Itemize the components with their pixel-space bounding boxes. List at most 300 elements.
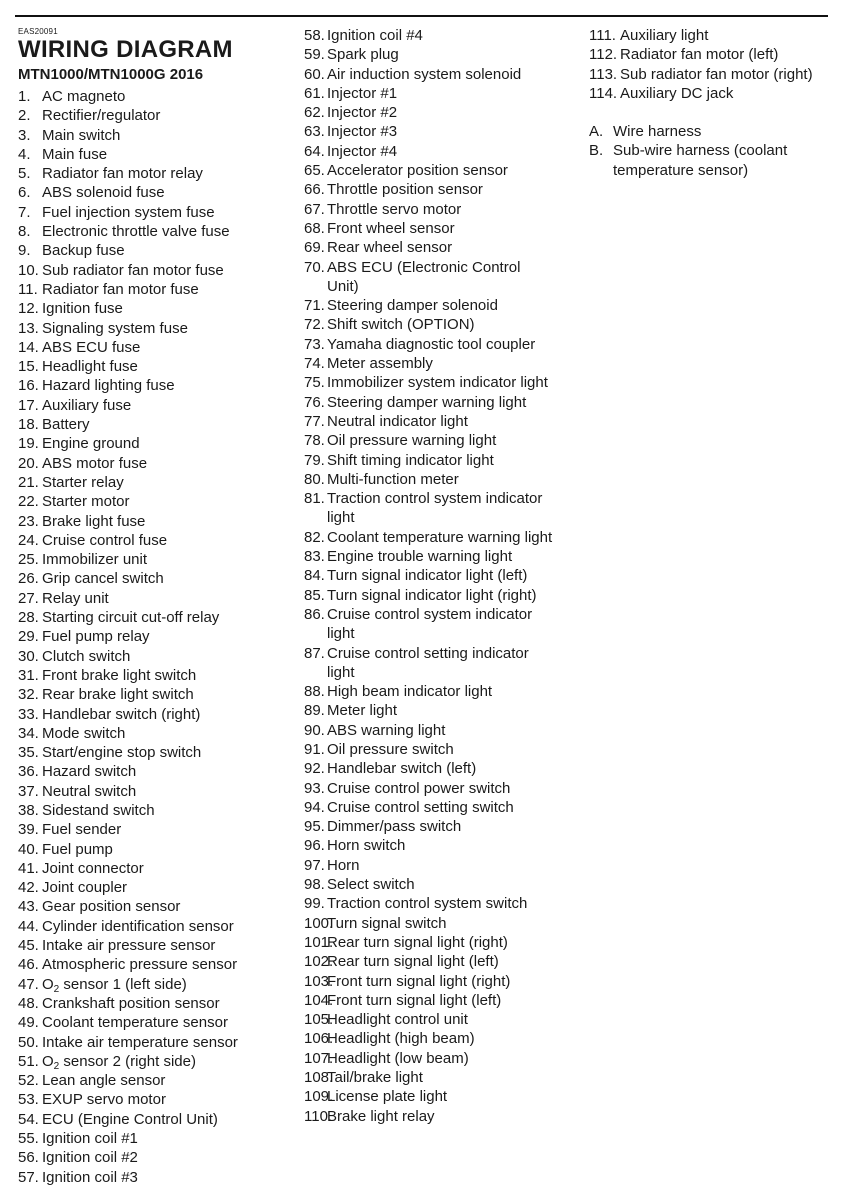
item-number: 56. [18, 1149, 39, 1167]
item-number: 77. [304, 412, 325, 430]
list-item [18, 705, 293, 724]
item-label: Headlight control unit [327, 1011, 468, 1029]
item-number: 61. [304, 84, 325, 102]
item-number: 74. [304, 355, 325, 373]
list-item [304, 122, 554, 141]
list-item [18, 454, 293, 473]
item-number: 63. [304, 123, 325, 141]
list-item [18, 87, 293, 106]
list-item [304, 1107, 554, 1126]
list-item [304, 84, 554, 103]
list-item [304, 489, 554, 528]
list-item [304, 721, 554, 740]
item-label: Horn [327, 856, 360, 874]
list-item [589, 45, 839, 64]
item-label: ABS motor fuse [42, 454, 148, 472]
list-item [18, 820, 293, 839]
item-number: 62. [304, 104, 325, 122]
item-number: 53. [18, 1091, 39, 1109]
item-label: Gear position sensor [42, 898, 181, 916]
list-item [18, 897, 293, 916]
item-number: 60. [304, 65, 325, 83]
item-number: 69. [304, 239, 325, 257]
item-label: Mode switch [42, 724, 126, 742]
item-label: Relay unit [42, 589, 109, 607]
item-label: Injector #2 [327, 104, 398, 122]
item-number: 7. [18, 203, 31, 221]
item-label: Shift timing indicator light [327, 451, 494, 469]
list-item [304, 142, 554, 161]
list-item [304, 200, 554, 219]
item-number: 42. [18, 879, 39, 897]
list-item [589, 84, 839, 103]
item-label: Cruise control power switch [327, 779, 511, 797]
list-item [18, 666, 293, 685]
list-item [18, 126, 293, 145]
item-number: 18. [18, 416, 39, 434]
item-number: 102. [304, 953, 334, 971]
list-item [304, 296, 554, 315]
list-item [304, 759, 554, 778]
item-label: Brake light fuse [42, 512, 146, 530]
item-number: 24. [18, 531, 39, 549]
item-label: Throttle servo motor [327, 200, 462, 218]
item-label: Ignition coil #2 [42, 1149, 138, 1167]
list-item [304, 856, 554, 875]
item-number: 57. [18, 1168, 39, 1186]
item-label: Multi-function meter [327, 470, 459, 488]
item-number: 67. [304, 200, 325, 218]
item-label: Meter assembly [327, 355, 433, 373]
list-item [304, 26, 554, 45]
list-item [304, 991, 554, 1010]
item-label: Cruise control system indicator light [327, 605, 533, 643]
item-number: 105. [304, 1011, 334, 1029]
item-label: Start/engine stop switch [42, 744, 202, 762]
list-item [18, 608, 293, 627]
list-item [18, 183, 293, 202]
item-label: Ignition coil #4 [327, 27, 423, 44]
item-label: Sub radiator fan motor (right) [620, 65, 813, 83]
list-item [18, 1090, 293, 1109]
list-item [304, 180, 554, 199]
parts-list-column-1 [18, 87, 293, 1187]
item-label: Signaling system fuse [42, 319, 188, 337]
item-number: 21. [18, 473, 39, 491]
item-number: 66. [304, 181, 325, 199]
list-item [304, 1010, 554, 1029]
item-label: Yamaha diagnostic tool coupler [327, 335, 536, 353]
item-number: 1. [18, 88, 31, 105]
item-number: 17. [18, 396, 39, 414]
item-number: 78. [304, 432, 325, 450]
item-label: Turn signal indicator light (right) [327, 586, 537, 604]
item-label: Intake air temperature sensor [42, 1033, 238, 1051]
item-number: 20. [18, 454, 39, 472]
item-number: 47. [18, 975, 39, 993]
item-number: 110. [304, 1107, 333, 1125]
item-label: Rear turn signal light (right) [327, 933, 508, 951]
list-item [18, 627, 293, 646]
list-item [18, 415, 293, 434]
item-label: Cruise control setting switch [327, 798, 514, 816]
list-item [304, 258, 554, 297]
item-label: Immobilizer system indicator light [327, 374, 548, 392]
item-number: 34. [18, 724, 39, 742]
item-number: 30. [18, 647, 39, 665]
item-number: 82. [304, 528, 325, 546]
page-title: WIRING DIAGRAM [18, 36, 233, 63]
item-number: 68. [304, 219, 325, 237]
item-label: Oil pressure warning light [327, 432, 497, 450]
list-item [18, 357, 293, 376]
list-item [304, 914, 554, 933]
list-item [304, 45, 554, 64]
list-item [18, 280, 293, 299]
item-label: Starter motor [42, 493, 130, 511]
item-label: Fuel sender [42, 821, 122, 839]
item-number: 96. [304, 837, 325, 855]
item-number: 35. [18, 744, 39, 762]
item-number: 99. [304, 895, 325, 913]
item-label: Ignition coil #1 [42, 1130, 138, 1148]
list-item [18, 878, 293, 897]
list-item [18, 685, 293, 704]
list-item [18, 531, 293, 550]
item-number: 31. [18, 666, 39, 684]
list-item [18, 319, 293, 338]
item-label: Battery [42, 416, 90, 434]
item-number: 41. [18, 859, 39, 877]
item-number: 37. [18, 782, 39, 800]
item-number: 48. [18, 994, 39, 1012]
list-item [589, 65, 839, 84]
parts-list-column-3-items [589, 26, 839, 103]
list-item [18, 859, 293, 878]
list-item [304, 817, 554, 836]
item-number: 36. [18, 763, 39, 781]
item-number: 10. [18, 261, 39, 279]
list-item [304, 161, 554, 180]
list-item [18, 473, 293, 492]
item-number: 73. [304, 335, 325, 353]
list-item [304, 65, 554, 84]
item-label: Coolant temperature sensor [42, 1014, 228, 1032]
item-label: Engine ground [42, 435, 140, 453]
list-item [304, 431, 554, 450]
list-item [18, 994, 293, 1013]
item-number: 75. [304, 374, 325, 392]
item-label: Coolant temperature warning light [327, 528, 553, 546]
item-number: 97. [304, 856, 325, 874]
list-item [589, 26, 839, 45]
item-label: Front wheel sensor [327, 219, 455, 237]
item-number: 100. [304, 914, 334, 932]
item-label: Sub radiator fan motor fuse [42, 261, 224, 279]
item-number: 95. [304, 818, 325, 836]
item-number: 6. [18, 184, 31, 202]
item-number: 79. [304, 451, 325, 469]
item-number: 87. [304, 644, 325, 662]
item-number: 80. [304, 470, 325, 488]
list-item [304, 412, 554, 431]
list-item [18, 647, 293, 666]
list-item [589, 141, 839, 180]
item-number: 52. [18, 1072, 39, 1090]
item-label: Starting circuit cut-off relay [42, 609, 220, 627]
list-item [304, 894, 554, 913]
item-number: 107. [304, 1049, 334, 1067]
list-item [304, 238, 554, 257]
item-number: 98. [304, 876, 325, 894]
item-label: Fuel injection system fuse [42, 203, 215, 221]
list-item [18, 801, 293, 820]
item-label: Radiator fan motor fuse [42, 280, 199, 298]
item-number: 93. [304, 779, 325, 797]
item-label: Neutral indicator light [327, 412, 468, 430]
list-item [18, 241, 293, 260]
item-label: Brake light relay [327, 1107, 435, 1125]
list-item [18, 1052, 293, 1071]
list-item [304, 1049, 554, 1068]
item-number: 28. [18, 609, 39, 627]
item-number: 51. [18, 1052, 39, 1070]
parts-list-column-3 [589, 26, 839, 180]
list-item [304, 315, 554, 334]
list-item [18, 1148, 293, 1167]
list-item [304, 644, 554, 683]
list-item [304, 219, 554, 238]
item-label: Headlight (low beam) [327, 1049, 469, 1067]
list-item [18, 975, 293, 994]
list-item [304, 335, 554, 354]
list-item [18, 1129, 293, 1148]
list-item [304, 952, 554, 971]
item-number: 81. [304, 490, 325, 508]
item-number: 26. [18, 570, 39, 588]
item-label: Steering damper solenoid [327, 297, 498, 315]
item-label: Select switch [327, 876, 415, 894]
item-number: 49. [18, 1014, 39, 1032]
item-number: 40. [18, 840, 39, 858]
item-number: 101. [304, 933, 334, 951]
item-label: License plate light [327, 1088, 448, 1106]
list-item [304, 972, 554, 991]
list-item [304, 354, 554, 373]
item-number: 111. [589, 27, 616, 44]
item-label: Clutch switch [42, 647, 131, 665]
item-number: 43. [18, 898, 39, 916]
list-item [304, 547, 554, 566]
item-number: 106. [304, 1030, 334, 1048]
item-number: 94. [304, 798, 325, 816]
list-item [304, 103, 554, 122]
item-label: Meter light [327, 702, 398, 720]
item-label: Turn signal switch [327, 914, 447, 932]
item-label: ABS solenoid fuse [42, 184, 165, 202]
item-label: Main switch [42, 126, 121, 144]
item-label: Handlebar switch (right) [42, 705, 201, 723]
item-number: 29. [18, 628, 39, 646]
item-number: 91. [304, 740, 325, 758]
list-item [18, 203, 293, 222]
item-label: Fuel pump relay [42, 628, 150, 646]
item-label: Ignition fuse [42, 300, 123, 318]
item-label: Auxiliary light [620, 27, 709, 44]
list-item [304, 470, 554, 489]
item-label: Auxiliary fuse [42, 396, 132, 414]
item-number: 14. [18, 338, 39, 356]
list-item [589, 122, 839, 141]
item-label: Sidestand switch [42, 801, 155, 819]
list-item [18, 1013, 293, 1032]
list-item [18, 299, 293, 318]
item-label: Rear wheel sensor [327, 239, 453, 257]
list-item [304, 605, 554, 644]
item-number: 85. [304, 586, 325, 604]
list-item [304, 451, 554, 470]
item-label: Headlight fuse [42, 358, 138, 376]
list-item [18, 222, 293, 241]
item-number: 113. [589, 65, 618, 83]
item-number: 39. [18, 821, 39, 839]
item-label: Joint connector [42, 859, 144, 877]
list-item [304, 682, 554, 701]
item-label: Throttle position sensor [327, 181, 483, 199]
item-label: Injector #4 [327, 142, 398, 160]
item-number: 8. [18, 223, 31, 241]
item-label: ABS ECU fuse [42, 338, 141, 356]
item-number: 59. [304, 46, 325, 64]
item-number: 4. [18, 145, 31, 163]
list-item [18, 782, 293, 801]
item-label: Atmospheric pressure sensor [42, 956, 238, 974]
list-item [304, 373, 554, 392]
list-item [304, 933, 554, 952]
item-label: Traction control system switch [327, 895, 528, 913]
item-label: Front turn signal light (left) [327, 991, 502, 1009]
list-item [18, 376, 293, 395]
item-label: Auxiliary DC jack [620, 84, 734, 102]
item-label: Crankshaft position sensor [42, 994, 220, 1012]
item-label [42, 1052, 293, 1071]
top-rule [15, 15, 828, 17]
item-number: 83. [304, 548, 325, 566]
list-item [304, 1087, 554, 1106]
item-label: Injector #3 [327, 123, 398, 141]
item-label-suffix: sensor 2 (right side) [59, 1052, 196, 1070]
item-label: Hazard lighting fuse [42, 377, 175, 395]
item-label: Cruise control fuse [42, 531, 168, 549]
item-number: 46. [18, 956, 39, 974]
item-number: 114. [589, 84, 618, 102]
item-number: 92. [304, 760, 325, 778]
item-number: 38. [18, 801, 39, 819]
list-item [18, 1110, 293, 1129]
item-number: 22. [18, 493, 39, 511]
item-label: Steering damper warning light [327, 393, 527, 411]
list-item [304, 566, 554, 585]
item-label: EXUP servo motor [42, 1091, 166, 1109]
item-number: 58. [304, 27, 325, 44]
item-label: Wire harness [613, 123, 702, 141]
item-number: 11. [18, 280, 38, 298]
model-subtitle: MTN1000/MTN1000G 2016 [18, 66, 204, 83]
list-item [304, 701, 554, 720]
item-number: 65. [304, 162, 325, 180]
item-number: 76. [304, 393, 325, 411]
item-label: Lean angle sensor [42, 1072, 166, 1090]
list-item [18, 164, 293, 183]
list-item [18, 434, 293, 453]
item-number: 2. [18, 107, 31, 125]
item-label: ABS warning light [327, 721, 446, 739]
list-item [18, 145, 293, 164]
list-item [304, 740, 554, 759]
item-label: High beam indicator light [327, 683, 493, 701]
item-number: 9. [18, 242, 31, 260]
item-label: Turn signal indicator light (left) [327, 567, 528, 585]
item-label: Radiator fan motor relay [42, 165, 203, 183]
list-item [18, 589, 293, 608]
item-number: 54. [18, 1110, 39, 1128]
list-item [304, 798, 554, 817]
item-number: 88. [304, 683, 325, 701]
item-label: Joint coupler [42, 879, 128, 897]
item-label: Handlebar switch (left) [327, 760, 477, 778]
item-label: Electronic throttle valve fuse [42, 223, 230, 241]
list-item [304, 1068, 554, 1087]
item-label: Backup fuse [42, 242, 125, 260]
list-item [18, 1168, 293, 1187]
item-number: 5. [18, 165, 31, 183]
item-label: Starter relay [42, 473, 124, 491]
item-number: B. [589, 142, 604, 160]
item-label: Shift switch (OPTION) [327, 316, 475, 334]
item-label: Main fuse [42, 145, 108, 163]
item-number: 16. [18, 377, 39, 395]
item-label: Fuel pump [42, 840, 113, 858]
item-label: ECU (Engine Control Unit) [42, 1110, 218, 1128]
item-number: 19. [18, 435, 39, 453]
item-label-prefix: O [42, 975, 54, 993]
item-label: Rectifier/regulator [42, 107, 161, 125]
item-number: 109. [304, 1088, 334, 1106]
item-number: 50. [18, 1033, 39, 1051]
item-number: A. [589, 123, 604, 141]
item-number: 84. [304, 567, 325, 585]
item-number: 104. [304, 991, 334, 1009]
list-item [18, 762, 293, 781]
harness-legend [589, 122, 839, 180]
item-label: Radiator fan motor (left) [620, 46, 779, 64]
item-label: Front turn signal light (right) [327, 972, 511, 990]
item-label: Injector #1 [327, 84, 398, 102]
list-item [18, 106, 293, 125]
item-number: 44. [18, 917, 39, 935]
list-item [304, 1029, 554, 1048]
item-label: Immobilizer unit [42, 551, 148, 569]
item-number: 90. [304, 721, 325, 739]
item-label: Intake air pressure sensor [42, 937, 216, 955]
item-number: 103. [304, 972, 334, 990]
list-item [18, 1033, 293, 1052]
item-number: 32. [18, 686, 39, 704]
item-label: Ignition coil #3 [42, 1168, 138, 1186]
item-number: 27. [18, 589, 39, 607]
item-label: Front brake light switch [42, 666, 197, 684]
list-item [304, 586, 554, 605]
